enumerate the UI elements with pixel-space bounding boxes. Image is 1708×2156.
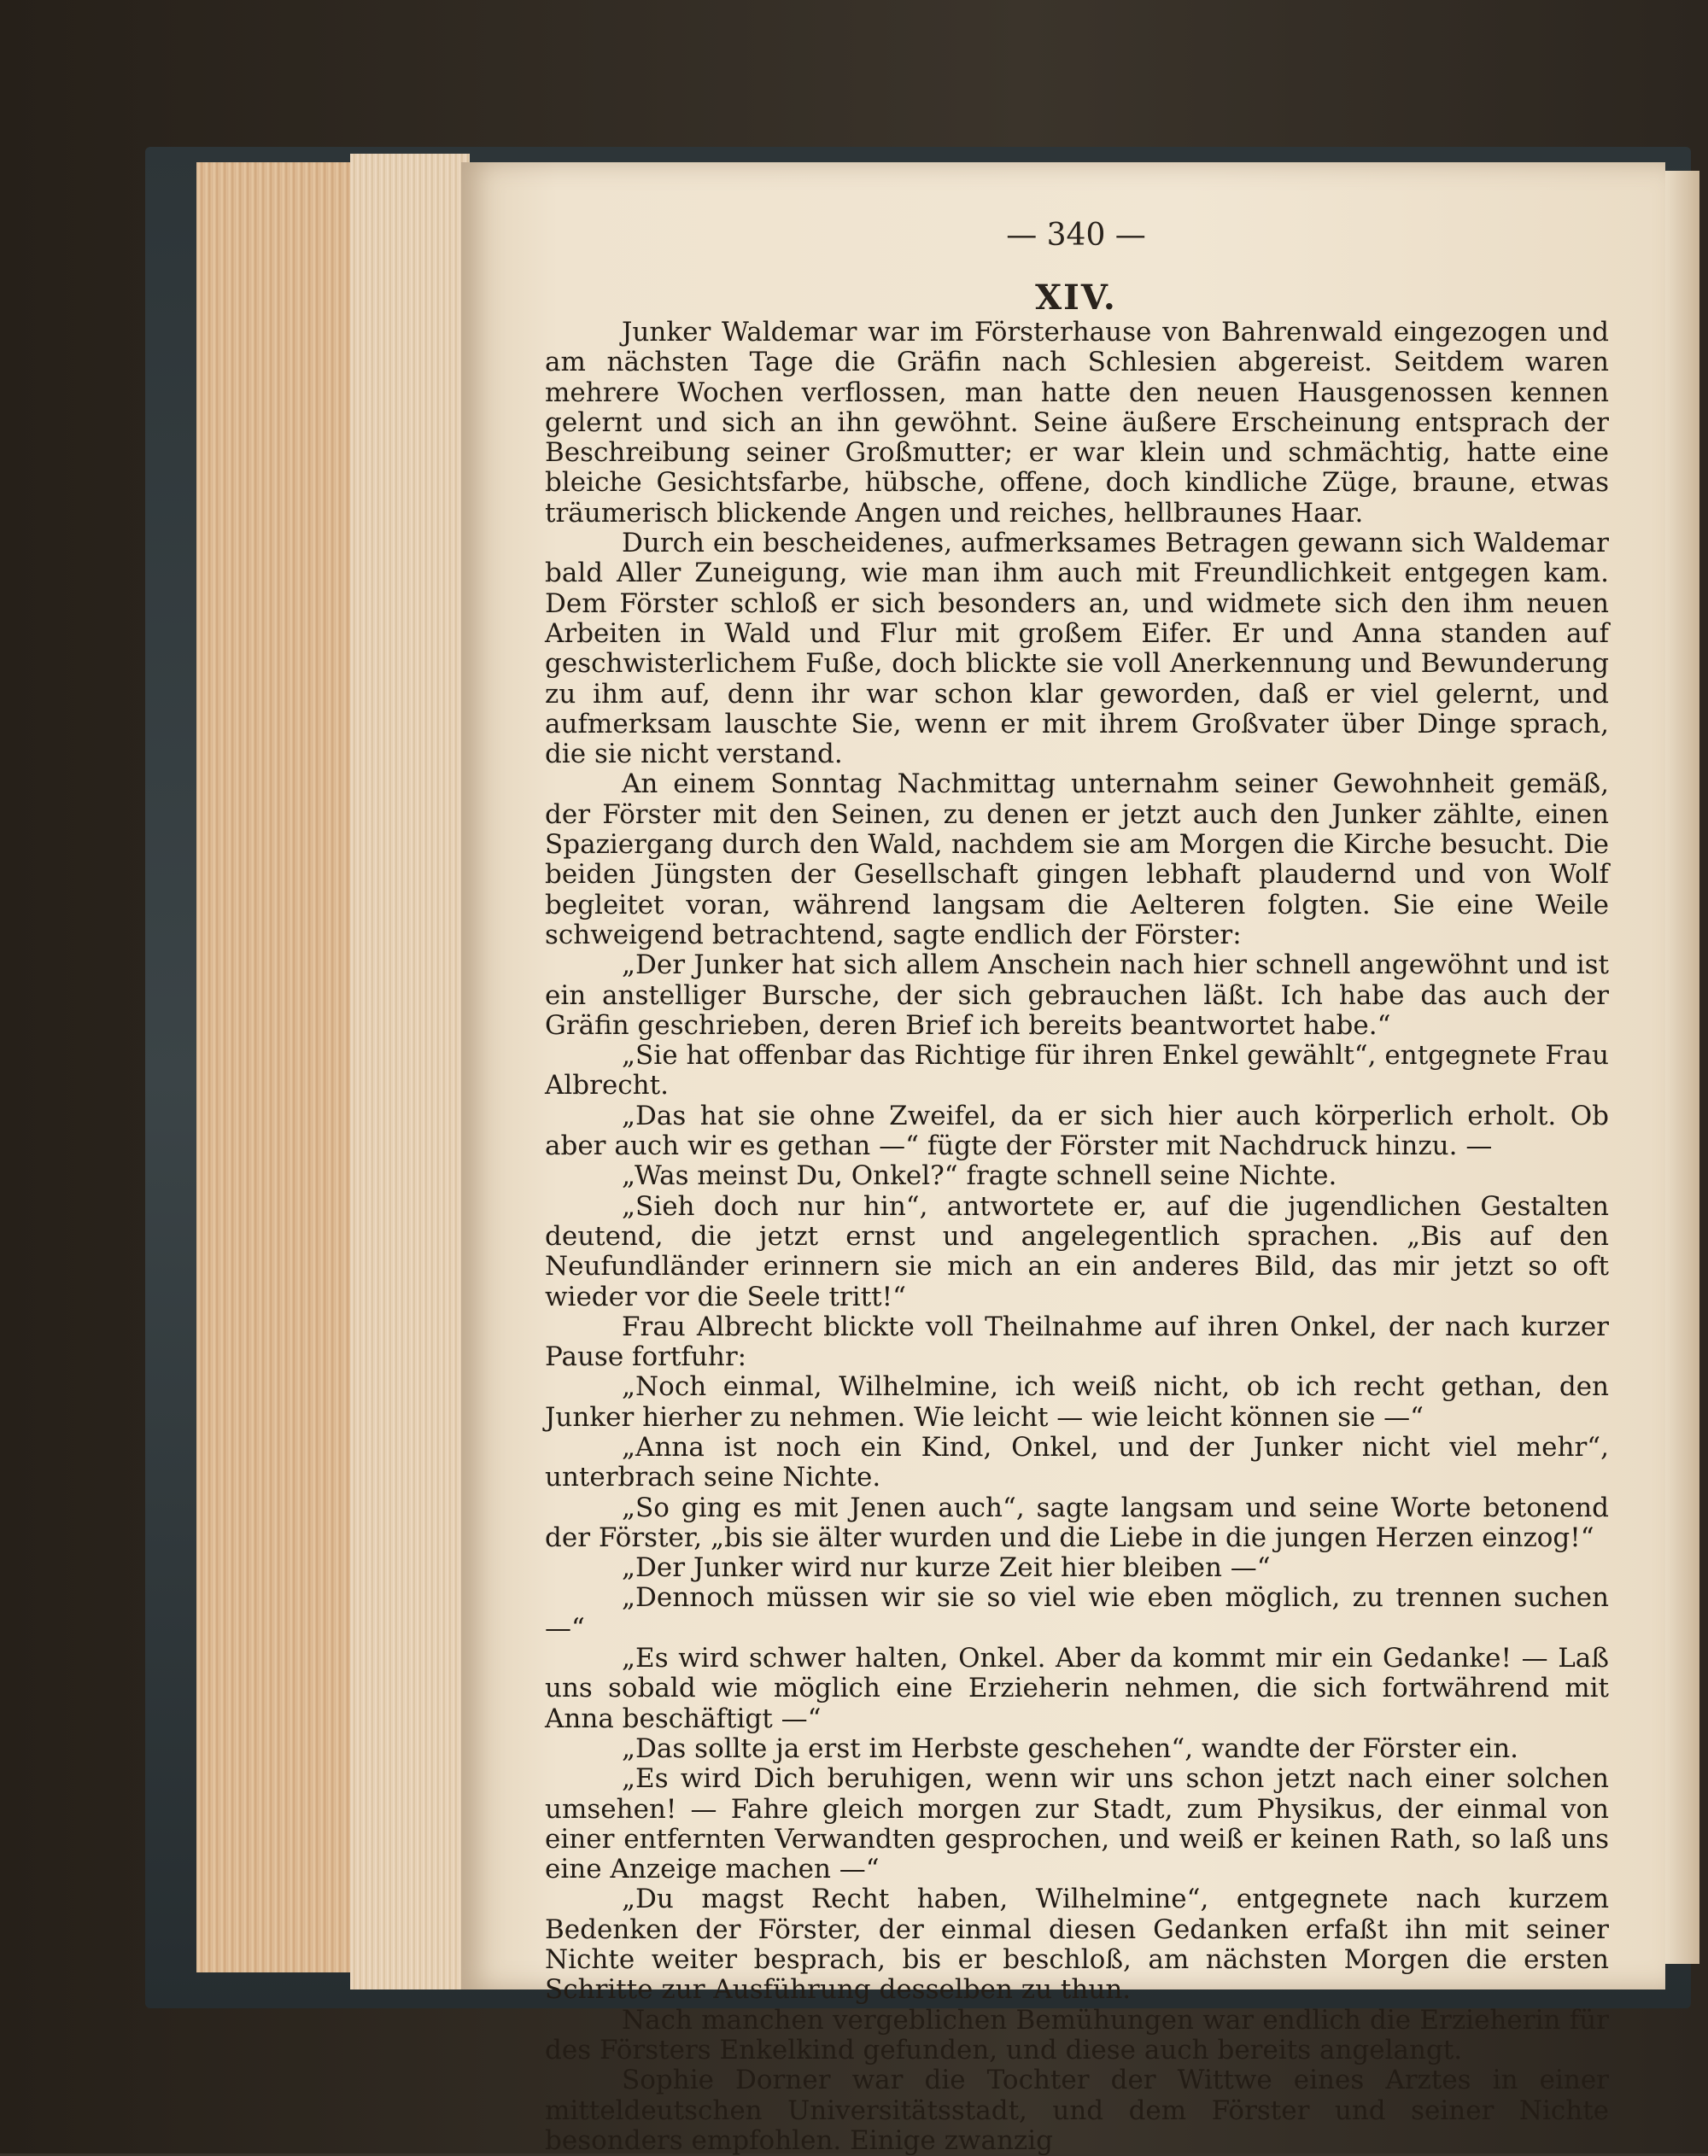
paragraph: „Sieh doch nur hin“, antwortete er, auf die jugendlichen Gestalten deutend, die jetzt ernst und angelegentlich sprachen. „Bis auf den Neufundländer erinnern sie mich an ein anderes Bild, das mir jetzt so oft wieder vor die Seele tritt!“ xyxy=(545,1190,1609,1312)
paragraph: An einem Sonntag Nachmittag unternahm seiner Gewohnheit gemäß, der Förster mit den Seinen, zu denen er jetzt auch den Junker zählte, einen Spaziergang durch den Wald, nachdem sie am Morgen die Kirche besucht. Die beiden Jüngsten der Gesellschaft gingen lebhaft plaudernd und von Wolf begleitet voran, während langsam die Aelteren folgten. Sie eine Weile schweigend betrachtend, sagte endlich der Förster: xyxy=(545,768,1609,950)
paragraph: „Der Junker hat sich allem Anschein nach hier schnell angewöhnt und ist ein anstelliger Bursche, der sich gebrauchen läßt. Ich habe das auch der Gräfin geschrieben, deren Brief ich bereits beantwortet habe.“ xyxy=(545,949,1609,1041)
chapter-heading: XIV. xyxy=(1035,278,1117,318)
paragraph: Junker Waldemar war im Försterhause von Bahrenwald eingezogen und am nächsten Tage die Gräfin nach Schlesien abgereist. Seitdem waren mehrere Wochen verflossen, man hatte den neuen Hausgenossen kennen gelernt und sich an ihn gewöhnt. Seine äußere Erscheinung entsprach der Beschreibung seiner Großmutter; er war klein und schmächtig, hatte eine bleiche Gesichtsfarbe, hübsche, offene, doch kindliche Züge, braune, etwas träumerisch blickende Angen und reiches, hellbraunes Haar. xyxy=(545,317,1609,529)
paragraph: „Anna ist noch ein Kind, Onkel, und der Junker nicht viel mehr“, unterbrach seine Nichte. xyxy=(545,1431,1609,1493)
page-edges-left xyxy=(196,162,360,1972)
page-edges-gutter xyxy=(350,154,470,1989)
paragraph: „Dennoch müssen wir sie so viel wie eben möglich, zu trennen suchen —“ xyxy=(545,1582,1609,1644)
page-edges-right xyxy=(1665,171,1699,1964)
paragraph: „Noch einmal, Wilhelmine, ich weiß nicht, ob ich recht gethan, den Junker hierher zu nehmen. Wie leicht — wie leicht können sie —“ xyxy=(545,1371,1609,1433)
paragraph: „So ging es mit Jenen auch“, sagte langsam und seine Worte betonend der Förster, „bis sie älter wurden und die Liebe in die jungen Herzen einzog!“ xyxy=(545,1492,1609,1553)
paragraph: Durch ein bescheidenes, aufmerksames Betragen gewann sich Waldemar bald Aller Zuneigung, wie man ihm auch mit Freundlichkeit entgegen kam. Dem Förster schloß er sich besonders an, und widmete sich den ihm neuen Arbeiten in Wald und Flur mit großem Eifer. Er und Anna standen auf geschwisterlichem Fuße, doch blickte sie voll Anerkennung und Bewunderung zu ihm auf, denn ihr war schon klar geworden, daß er viel gelernt, und aufmerksam lauschte Sie, wenn er mit ihrem Großvater über Dinge sprach, die sie nicht verstand. xyxy=(545,528,1609,770)
paragraph: „Du magst Recht haben, Wilhelmine“, entgegnete nach kurzem Bedenken der Förster, der einmal diesen Gedanken erfaßt ihn mit seiner Nichte weiter besprach, bis er beschloß, am nächsten Morgen die ersten Schritte zur Ausführung desselben zu thun. xyxy=(545,1884,1609,2006)
paragraph: Nach manchen vergeblichen Bemühungen war endlich die Erzieherin für des Försters Enkelkind gefunden, und diese auch bereits angelangt. xyxy=(545,2004,1609,2065)
paragraph: „Sie hat offenbar das Richtige für ihren Enkel gewählt“, entgegnete Frau Albrecht. xyxy=(545,1040,1609,1101)
page-body xyxy=(545,318,1609,2156)
page-number: — 340 — xyxy=(1006,218,1146,253)
paragraph: Sophie Dorner war die Tochter der Wittwe eines Arztes in einer mitteldeutschen Universitätsstadt, und dem Förster und seiner Nichte besonders empfohlen. Einige zwanzig xyxy=(545,2065,1609,2156)
paragraph: Frau Albrecht blickte voll Theilnahme auf ihren Onkel, der nach kurzer Pause fortfuhr: xyxy=(545,1311,1609,1373)
paragraph: „Der Junker wird nur kurze Zeit hier bleiben —“ xyxy=(622,1552,1271,1584)
paragraph: „Was meinst Du, Onkel?“ fragte schnell seine Nichte. xyxy=(622,1160,1337,1192)
paragraph: „Das sollte ja erst im Herbste geschehen“, wandte der Förster ein. xyxy=(622,1732,1519,1764)
paragraph: „Es wird Dich beruhigen, wenn wir uns schon jetzt nach einer solchen umsehen! — Fahre gleich morgen zur Stadt, zum Physikus, der einmal von einer entfernten Verwandten gesprochen, und weiß er keinen Rath, so laß uns eine Anzeige machen —“ xyxy=(545,1763,1609,1885)
paragraph: „Das hat sie ohne Zweifel, da er sich hier auch körperlich erholt. Ob aber auch wir es gethan —“ fügte der Förster mit Nachdruck hinzu. — xyxy=(545,1100,1609,1162)
paragraph: „Es wird schwer halten, Onkel. Aber da kommt mir ein Gedanke! — Laß uns sobald wie möglich eine Erzieherin nehmen, die sich fortwährend mit Anna beschäftigt —“ xyxy=(545,1643,1609,1734)
